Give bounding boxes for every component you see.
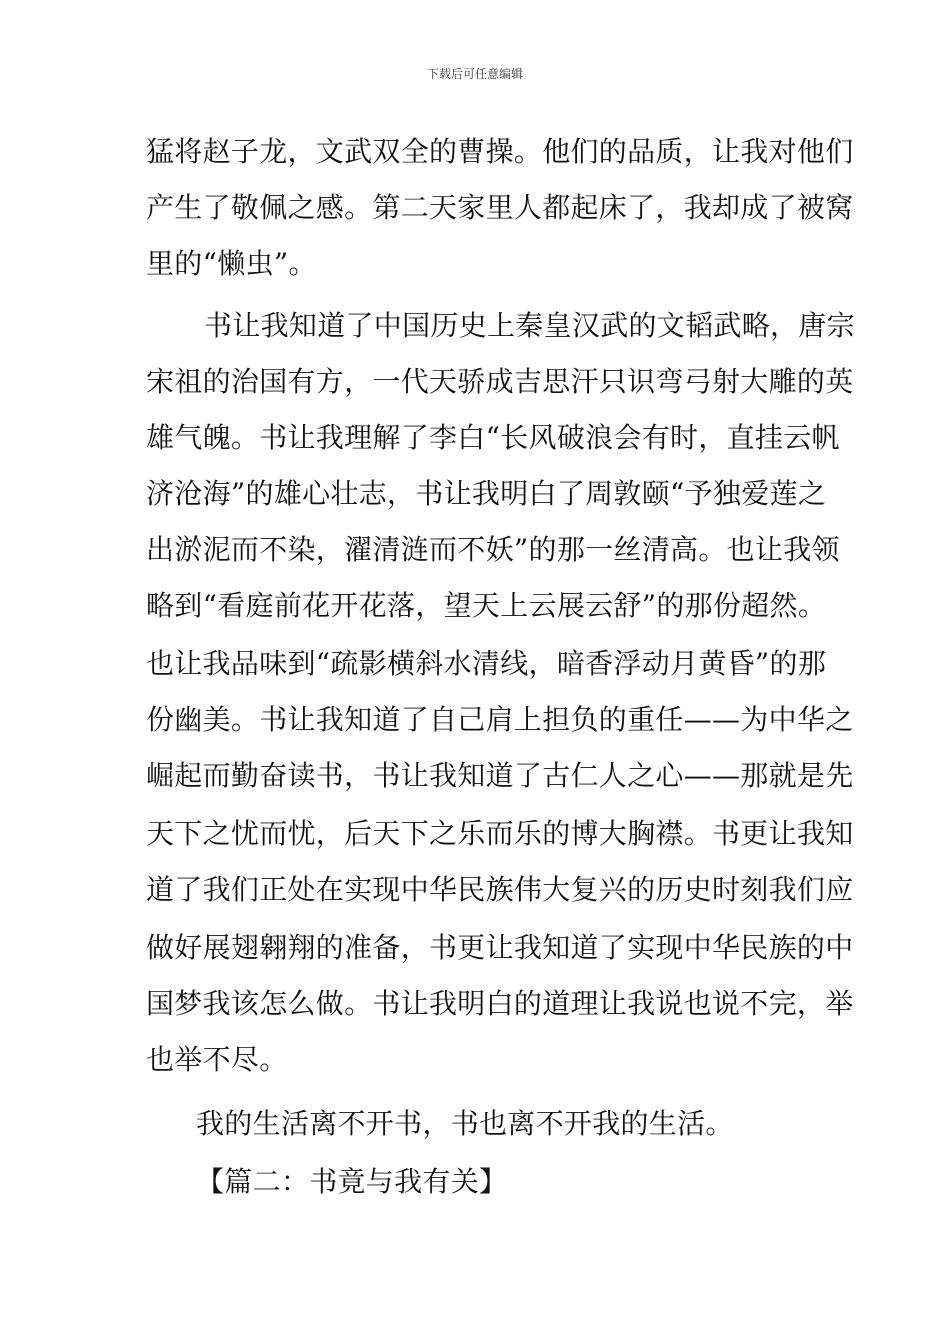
- text-line: 国梦我该怎么做。书让我明白的道理让我说也说不完，举: [146, 987, 854, 1020]
- text-line: 产生了敬佩之感。第二天家里人都起床了，我却成了被窝: [146, 191, 854, 224]
- text-line: 我的生活离不开书，书也离不开我的生活。: [196, 1107, 734, 1140]
- text-line: 济沧海”的雄心壮志，书让我明白了周敦颐“予独爱莲之: [146, 477, 827, 510]
- text-line: 天下之忧而忧，后天下之乐而乐的博大胸襟。书更让我知: [146, 817, 854, 850]
- text-line: 雄气魄。书让我理解了李白“长风破浪会有时，直挂云帆: [146, 421, 840, 454]
- text-line: 出淤泥而不染，濯清涟而不妖”的那一丝清高。也让我领: [146, 533, 840, 566]
- page-header: 下载后可任意编辑: [426, 67, 523, 81]
- text-line: 也举不尽。: [146, 1043, 288, 1076]
- text-line: 做好展翅翱翔的准备，书更让我知道了实现中华民族的中: [146, 931, 854, 964]
- text-line: 也让我品味到“疏影横斜水清线，暗香浮动月黄昏”的那: [146, 647, 827, 680]
- section-heading: 【篇二：书竟与我有关】: [196, 1165, 508, 1198]
- text-line: 份幽美。书让我知道了自己肩上担负的重任——为中华之: [146, 703, 854, 736]
- text-line: 略到“看庭前花开花落，望天上云展云舒”的那份超然。: [146, 589, 827, 622]
- text-line: 宋祖的治国有方，一代天骄成吉思汗只识弯弓射大雕的英: [146, 365, 854, 398]
- text-line: 里的“懒虫”。: [146, 247, 317, 280]
- text-line: 崛起而勤奋读书，书让我知道了古仁人之心——那就是先: [146, 759, 854, 792]
- text-line: 猛将赵子龙，文武双全的曹操。他们的品质，让我对他们: [146, 135, 854, 168]
- text-line: 道了我们正处在实现中华民族伟大复兴的历史时刻我们应: [146, 873, 854, 906]
- text-line: 书让我知道了中国历史上秦皇汉武的文韬武略，唐宗: [204, 309, 855, 342]
